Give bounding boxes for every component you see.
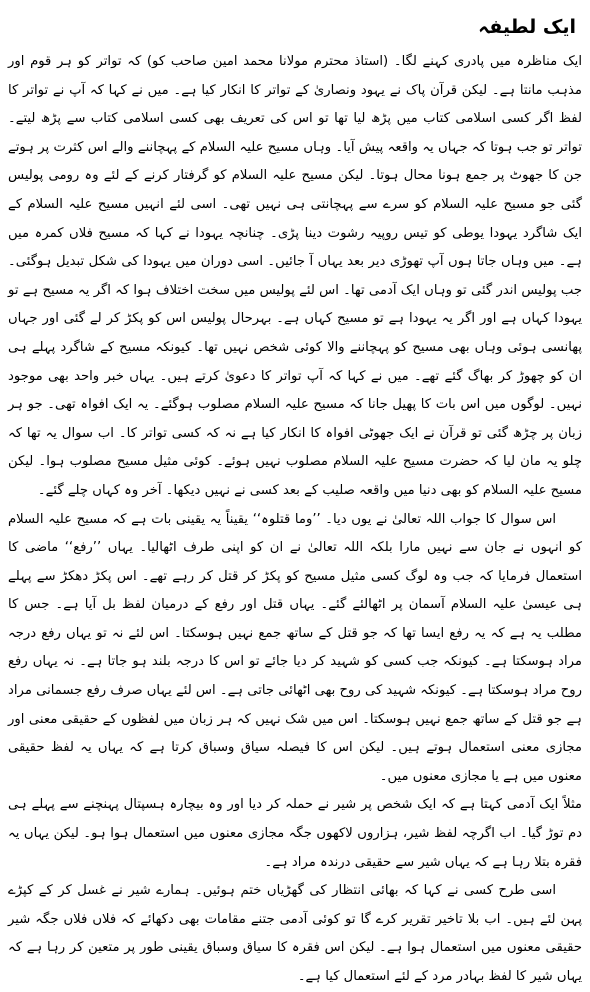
paragraph-4: اسی طرح کسی نے کہا کہ بھائی انتظار کی گھڑیاں ختم ہوئیں۔ ہمارے شیر نے غسل کر کے کپڑے پہن لئے ہیں۔ اب بلا تاخیر تقریر کرے گا تو کوئی آدمی جتنے مقامات بھی دکھائے کہ فلاں فلاں جگہ شیر حقیقی معنوں میں استعمال ہوا ہے۔ لیکن اس فقرہ کا سیاق وسباق یقینی طور پر متعین کر رہا ہے کہ یہاں شیر کا لفظ بہادر مرد کے لئے استعمال کیا ہے۔	[8, 883, 582, 984]
article-title: ایک لطیفہ	[478, 16, 576, 38]
paragraph-3: مثلاً ایک آدمی کہتا ہے کہ ایک شخص پر شیر نے حملہ کر دیا اور وہ بیچارہ ہسپتال پہنچنے سے پہلے ہی دم توڑ گیا۔ اب اگرچہ لفظ شیر، ہزاروں لاکھوں جگہ مجازی معنوں میں استعمال ہوا ہو۔ لیکن یہاں یہ فقرہ بتلا رہا ہے کہ یہاں شیر سے حقیقی درندہ مراد ہے۔	[8, 797, 582, 870]
paragraph-1: ایک مناظرہ میں پادری کہنے لگا۔ (استاذ محترم مولانا محمد امین صاحب کو) کہ تواتر کو ہر قوم اور مذہب مانتا ہے۔ لیکن قرآن پاک نے یہود ونصاریٰ کے تواتر کا انکار کیا ہے۔ میں نے کہا کہ آپ نے تواتر کا لفظ اگر کسی اسلامی کتاب میں پڑھ لیا تھا تو اس کی تعریف بھی کسی اسلامی کتاب سے پڑھ لیتے۔ تواتر تو جب ہوتا کہ جہاں یہ واقعہ پیش آیا۔ وہاں مسیح علیہ السلام کے پہچاننے والے اس کثرت پر ہوتے جن کا جھوٹ پر جمع ہونا محال ہوتا۔ لیکن مسیح علیہ السلام کو گرفتار کرنے کے لئے وہ رومی پولیس گئی جو مسیح علیہ السلام کو سرے سے پہچانتی ہی نہیں تھی۔ اسی لئے انہیں مسیح علیہ السلام کے ایک شاگرد یہودا یوطی کو تیس روپیہ رشوت دینا پڑی۔ چنانچہ یہودا نے کہا کہ مسیح فلاں کمرہ میں ہے۔ میں وہاں جاتا ہوں آپ تھوڑی دیر بعد یہاں آ جائیں۔ اسی دوران میں یہودا کی شکل تبدیل ہوگئی۔ جب پولیس اندر گئی تو وہاں ایک آدمی تھا۔ اس لئے پولیس میں سخت اختلاف ہوا کہ اگر یہ مسیح ہے تو یہودا کہاں ہے اور اگر یہ یہودا ہے تو مسیح کہاں ہے۔ بہرحال پولیس اس کو پکڑ کر لے گئی اور جہاں پھانسی ہوئی وہاں بھی مسیح کو پہچاننے والا کوئی شخص نہیں تھا۔ کیونکہ مسیح کے شاگرد پہلے ہی ان کو چھوڑ کر بھاگ گئے تھے۔ میں نے کہا کہ آپ تواتر کا دعویٰ کرتے ہیں۔ یہاں خبر واحد بھی موجود نہیں۔ لوگوں میں اس بات کا پھیل جانا کہ مسیح علیہ السلام مصلوب ہوگئے۔ یہ ایک افواہ تھی۔ جو ہر زبان پر چڑھ گئی تو قرآن نے ایک جھوٹی افواہ کا انکار کیا ہے نہ کہ کسی تواتر کا۔ اب سوال یہ تھا کہ چلو یہ مان لیا کہ حضرت مسیح علیہ السلام مصلوب نہیں ہوئے۔ کوئی مثیل مسیح مصلوب ہوا۔ لیکن مسیح علیہ السلام کو بھی دنیا میں واقعہ صلیب کے بعد کسی نے نہیں دیکھا۔ آخر وہ کہاں چلے گئے۔	[8, 54, 582, 498]
paragraph-2: اس سوال کا جواب اللہ تعالیٰ نے یوں دیا۔ ’’وما قتلوہ‘‘ یقیناً یہ یقینی بات ہے کہ مسیح علیہ السلام کو انہوں نے جان سے نہیں مارا بلکہ اللہ تعالیٰ نے ان کو اپنی طرف اٹھالیا۔ یہاں ’’رفع‘‘ ماضی کا استعمال فرمایا کہ جب وہ لوگ کسی مثیل مسیح کو پکڑ کر قتل کر رہے تھے۔ اس پکڑ دھکڑ سے پہلے ہی عیسیٰ علیہ السلام آسمان پر اٹھالئے گئے۔ یہاں قتل اور رفع کے درمیان لفظ بل آیا ہے۔ جس کا مطلب یہ ہے کہ یہ رفع ایسا تھا کہ جو قتل کے ساتھ جمع نہیں ہوسکتا۔ اس لئے نہ تو یہاں رفع درجہ مراد ہوسکتا ہے۔ کیونکہ جب کسی کو شہید کر دیا جائے تو اس کا درجہ بلند ہو جاتا ہے۔ نہ یہاں رفع روح مراد ہوسکتا ہے۔ کیونکہ شہید کی روح بھی اٹھائی جاتی ہے۔ اس لئے یہاں صرف رفع جسمانی مراد ہے جو قتل کے ساتھ جمع نہیں ہوسکتا۔ اس میں شک نہیں کہ ہر زبان میں لفظوں کے حقیقی معنی اور مجازی معنی استعمال ہوتے ہیں۔ لیکن اس کا فیصلہ سیاق وسباق کرتا ہے کہ یہاں یہ لفظ حقیقی معنوں میں ہے یا مجازی معنوں میں۔	[8, 511, 582, 784]
